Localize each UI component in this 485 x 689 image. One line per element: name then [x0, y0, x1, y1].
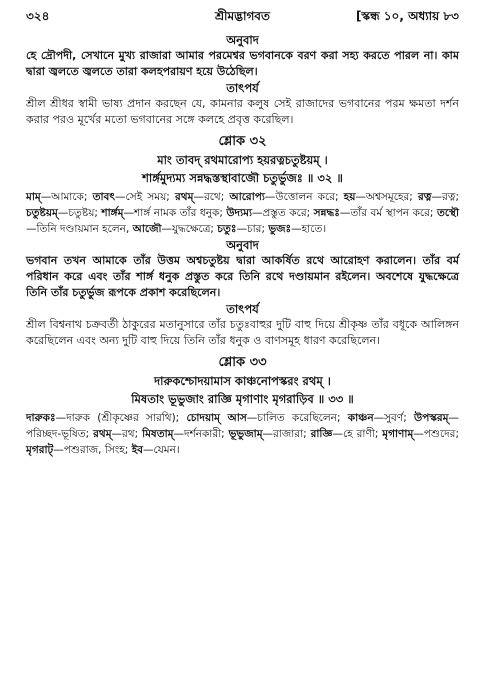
- synonym-meaning: চালিত করেছিলেন;: [257, 412, 348, 424]
- synonym-meaning: প্রস্তুত করে;: [262, 207, 314, 219]
- synonym-meaning: রাজারা;: [273, 428, 311, 440]
- synonym-word: আজৌ: [132, 223, 162, 235]
- synonym-meaning: হাতে।: [301, 223, 327, 235]
- verse-32-synonyms: মাম্—আমাকে; তাবৎ—সেই সময়; রথম্—রথে; আরোপ্য—উত্তোলন করে; হয়—অশ্বসমূহের; রত্ন—রত্ন; চতুষ্টয়ম্—চতুষ্টয়; শার্ঙ্গম্—শার্ঙ্গ নামক তাঁর ধনুক; উদ্যম্য—প্রস্তুত করে; সন্নদ্ধঃ—তাঁর বর্ম স্থাপন করে; তস্থৌ—তিনি দণ্ডায়মান হলেন, আজৌ—যুদ্ধক্ষেত্রে; চতুঃ—চার; ভুজঃ—হাতে।: [26, 191, 460, 235]
- synonym-meaning: চার;: [246, 223, 269, 235]
- synonym-meaning: আমাকে;: [51, 191, 93, 203]
- purport-heading: তাৎপর্য: [226, 81, 259, 95]
- synonym-meaning: তিনি দণ্ডায়মান হলেন,: [36, 223, 133, 235]
- synonym-meaning: সুবর্ণ;: [384, 412, 415, 424]
- synonym-word: রাজ্ঞি: [310, 428, 333, 440]
- synonym-word: আরোপ্য: [229, 191, 265, 203]
- synonym-word: মৃগাণাম্: [382, 428, 414, 440]
- verse-32-heading: শ্লোক ৩২: [218, 134, 267, 149]
- chapter-context: [স্কন্ধ ১০, অধ্যায় ৮৩: [355, 9, 459, 23]
- synonym-meaning: হে রাণী;: [342, 428, 383, 440]
- synonym-meaning: সেই সময়;: [125, 191, 176, 203]
- translation-text: হে দ্রৌপদী, সেখানে মুখ্য রাজারা আমার পরমেশ্বর ভগবানকে বরণ করা সহ্য করতে পারল না। কাম দ্বারা জ্বলতে জ্বলতে তারা কলহপরায়ণ হয়ে উঠেছিল।: [26, 49, 459, 78]
- synonym-meaning: উত্তোলন করে;: [275, 191, 344, 203]
- book-title: শ্রীমদ্ভাগবত: [214, 9, 270, 23]
- synonym-word: রত্ন: [418, 191, 432, 203]
- synonym-word: ইব: [131, 444, 143, 456]
- synonym-word: সন্নদ্ধঃ: [313, 207, 340, 219]
- verse-33-synonyms: দারুকঃ—দারুক (শ্রীকৃষ্ণের সারথি); চোদয়াম্ আস—চালিত করেছিলেন; কাঞ্চন—সুবর্ণ; উপস্করম্—পরিচ্ছদ-ভূষিত; রথম্—রথ; মিষতাম্—দর্শনকারী; ভূভুজাম্—রাজারা; রাজ্ঞি—হে রাণী; মৃগাণাম্—পশুদের; মৃগরাট্—পশুরাজ, সিংহ; ইব—যেমন।: [26, 412, 459, 456]
- synonym-word: হয়: [343, 191, 356, 203]
- verse-33-line-2: মিষতাং ভূভুজাং রাজ্ঞি মৃগাণাং মৃগরাড়িব ॥ ৩৩ ॥: [131, 392, 354, 406]
- synonym-meaning: চতুষ্টয়;: [68, 207, 102, 219]
- synonym-meaning: রত্ন;: [441, 191, 459, 203]
- verse-32-translation-heading: অনুবাদ: [226, 238, 259, 252]
- synonym-word: চতুঃ: [217, 223, 237, 235]
- synonym-word: মৃগরাট্: [26, 444, 54, 456]
- page-number: ৩২৪: [26, 9, 50, 23]
- synonym-word: ভূভুজাম্: [228, 428, 263, 440]
- synonym-word: ভুজঃ: [268, 223, 292, 235]
- synonym-meaning: শার্ঙ্গ নামক তাঁর ধনুক;: [133, 207, 227, 219]
- synonym-word: দারুকঃ: [26, 412, 56, 424]
- synonym-word: তস্থৌ: [436, 207, 460, 219]
- synonym-word: মিষতাম্: [142, 428, 174, 440]
- synonym-word: চোদয়াম্ আস: [186, 412, 247, 424]
- purport-text: শ্রীল শ্রীধর স্বামী ভাষ্য প্রদান করছেন যে, কামনার কলুষ সেই রাজাদের ভগবানের পরম ক্ষমতা দর্শন করার পরও মূর্খের মতো ভগবানের সঙ্গে কলহে প্রবৃত্ত করেছিল।: [26, 97, 459, 126]
- synonym-meaning: পরিচ্ছদ-ভূষিত;: [26, 428, 94, 440]
- verse-33-line-1: দারুকশ্চোদয়ামাস কাঞ্চনোপস্করং রথম্ ।: [154, 374, 331, 388]
- translation-heading: অনুবাদ: [226, 33, 259, 47]
- synonym-word: শার্ঙ্গম্: [101, 207, 124, 219]
- synonym-word: কাঞ্চন: [347, 412, 374, 424]
- synonym-meaning: অশ্বসমূহের;: [365, 191, 418, 203]
- synonym-meaning: যেমন।: [153, 444, 180, 456]
- synonym-word: মাম্: [26, 191, 41, 203]
- synonym-meaning: যুদ্ধক্ষেত্রে;: [172, 223, 218, 235]
- synonym-meaning: দর্শনকারী;: [183, 428, 229, 440]
- synonym-word: চতুষ্টয়ম্: [26, 207, 58, 219]
- verse-33-heading: শ্লোক ৩৩: [218, 355, 267, 370]
- verse-32-purport-heading: তাৎপর্য: [226, 302, 259, 316]
- synonym-word: রথম্: [175, 191, 194, 203]
- synonym-meaning: পশুরাজ, সিংহ;: [63, 444, 132, 456]
- synonym-word: উপস্করম্: [414, 412, 449, 424]
- verse-32-translation: ভগবান তখন আমাকে তাঁর উত্তম অশ্বচতুষ্টয় দ্বারা আকর্ষিত রথে আরোহণ করালেন। তাঁর বর্ম পরিধান করে এবং তাঁর শার্ঙ্গ ধনুক প্রস্তুত করে তিনি রথে দণ্ডায়মান রইলেন। অবশেষে যুদ্ধক্ষেত্রে তিনি তাঁর চতুর্ভুজ রূপকে প্রকাশ করেছিলেন।: [26, 254, 459, 299]
- synonym-meaning: তাঁর বর্ম স্থাপন করে;: [350, 207, 437, 219]
- synonym-word: তাবৎ: [92, 191, 116, 203]
- verse-32-purport: শ্রীল বিশ্বনাথ চক্রবর্তী ঠাকুরের মতানুসারে তাঁর চতুঃবাহুর দুটি বাহু দিয়ে শ্রীকৃষ্ণ তাঁর বধূকে আলিঙ্গন করেছিলেন এবং অন্য দুটি বাহু দিয়ে তিনি তাঁর ধনুক ও বাণসমূহ ধারণ করেছিলেন।: [26, 318, 459, 347]
- synonym-word: উদ্যম্য: [226, 207, 252, 219]
- synonym-meaning: রথে;: [203, 191, 230, 203]
- synonym-word: রথম্: [93, 428, 112, 440]
- synonym-meaning: পশুদের;: [423, 428, 459, 440]
- synonym-meaning: রথ;: [122, 428, 143, 440]
- page-header: [26, 8, 459, 28]
- synonym-meaning: দারুক (শ্রীকৃষ্ণের সারথি);: [66, 412, 187, 424]
- verse-32-line-1: মাং তাবদ্ রথমারোপ্য হয়রত্নচতুষ্টয়ম্ ।: [157, 153, 328, 167]
- verse-32-line-2: শার্ঙ্গমুদ্যম্য সন্নদ্ধস্তস্থাবাজৌ চতুর্ভুজঃ ॥ ৩২ ॥: [142, 171, 343, 185]
